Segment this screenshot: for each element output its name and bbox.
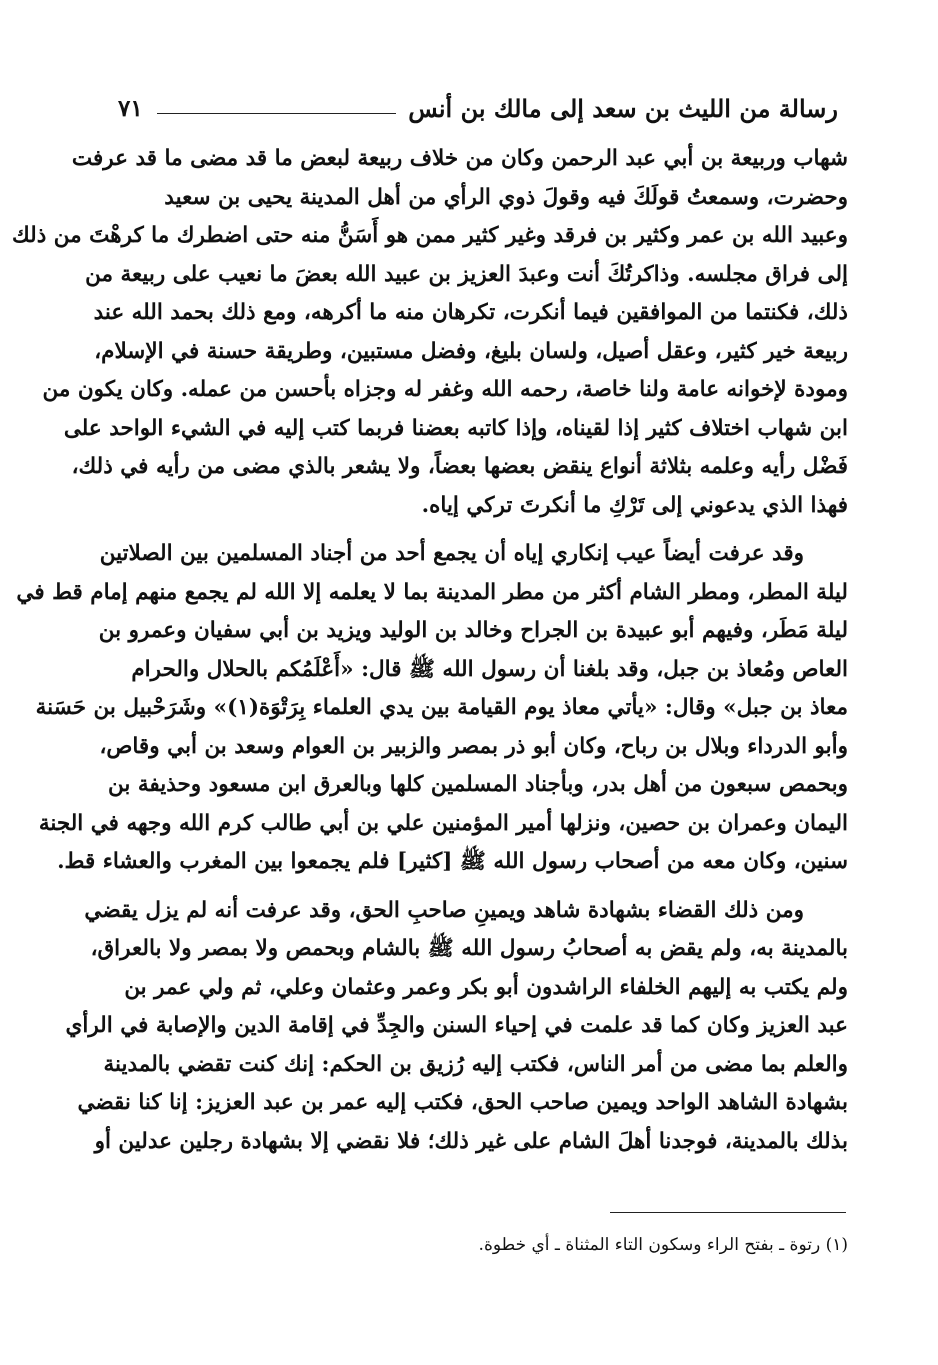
footnote: (١) رتوة ـ بفتح الراء وسكون التاء المثناة ـ أي خطوة.: [478, 1235, 848, 1255]
text-line: ليلة المطر، ومطر الشام أكثر من مطر المدينة بما لا يعلمه إلا الله لم يجمع منهم إمام قط في: [16, 579, 848, 605]
text-line: ابن شهاب اختلاف كثير إذا لقيناه، وإذا كاتبه بعضنا فربما كتب إليه في الشيء الواحد على: [63, 415, 848, 441]
text-line: بشهادة الشاهد الواحد ويمين صاحب الحق، فكتب إليه عمر بن عبد العزيز: إنا كنا نقضي: [77, 1090, 848, 1115]
text-line: ولم يكتب به إليهم الخلفاء الراشدون أبو بكر وعمر وعثمان وعلي، ثم ولي عمر بن: [124, 974, 848, 1000]
text-line: ومن ذلك القضاء بشهادة شاهد ويمينِ صاحبِ الحق، وقد عرفت أنه لم يزل يقضي: [84, 897, 804, 923]
text-line: العاص ومُعاذ بن جبل، وقد بلغنا أن رسول الله ﷺ قال: «أَعْلَمُكم بالحلال والحرام: [131, 656, 848, 682]
header-rule: [157, 113, 397, 114]
text-line: ليلة مَطَر، وفيهم أبو عبيدة بن الجراح وخالد بن الوليد ويزيد بن أبي سفيان وعمرو بن: [98, 618, 848, 643]
paragraph-gap: [128, 882, 848, 892]
text-line: فَضْل رأيه وعلمه بثلاثة أنواع ينقض بعضها بعضاً، ولا يشعر بالذي مضى من رأيه في ذلك،: [71, 454, 848, 479]
body-text: [12, 140, 848, 1161]
text-line: بذلك بالمدينة، فوجدنا أهلَ الشام على غير ذلك؛ فلا نقضي إلا بشهادة رجلين عدلين أو: [94, 1128, 848, 1154]
text-line: بالمدينة به، ولم يقض به أصحابُ رسول الله ﷺ بالشام وبحمص ولا بمصر ولا بالعراق،: [90, 936, 848, 961]
text-line: وقد عرفت أيضاً عيب إنكاري إياه أن يجمع أحد من أجناد المسلمين بين الصلاتين: [99, 541, 804, 566]
text-line: وعبيد الله بن عمر وكثير بن فرقد وغير كثير ممن هو أَسَنُّ منه حتى اضطرك ما كرهْتَ من ذلك: [12, 223, 848, 248]
text-line: ربيعة خير كثير، وعقل أصيل، ولسان بليغ، وفضل مستبين، وطريقة حسنة في الإسلام،: [94, 338, 848, 364]
text-line: ومودة لإخوانه عامة ولنا خاصة، رحمه الله وغفر له وجزاه بأحسن من عمله. وكان يكون من: [42, 377, 848, 402]
text-line: وحضرت، وسمعتُ قولَكَ فيه وقولَ ذوي الرأي من أهل المدينة يحيى بن سعيد: [164, 184, 848, 210]
text-line: اليمان وعمران بن حصين، ونزلها أمير المؤمنين علي بن أبي طالب كرم الله وجهه في الجنة: [38, 810, 848, 836]
text-line: معاذ بن جبل» وقال: «يأتي معاذ يوم القيامة بين يدي العلماء بِرَتْوَة(١)» وشَرَحْبيل بن حَسَنة: [35, 695, 848, 720]
footnote-rule: [610, 1212, 846, 1213]
text-line: ذلك، فكنتما من الموافقين فيما أنكرت، تكرهان منه ما أكرهه، ومع ذلك بحمد الله عند: [93, 300, 848, 325]
text-line: وأبو الدرداء وبلال بن رباح، وكان أبو ذر بمصر والزبير بن العوام وسعد بن أبي وقاص،: [99, 733, 848, 759]
text-line: شهاب وربيعة بن أبي عبد الرحمن وكان من خلاف ربيعة لبعض ما قد مضى ما قد عرفت: [71, 146, 848, 171]
text-line: فهذا الذي يدعوني إلى تَرْكِ ما أنكرتَ تركي إياه.: [421, 492, 848, 518]
text-line: إلى فراق مجلسه. وذاكرتُكَ أنت وعبدَ العزيز بن عبيد الله بعضَ ما نعيب على ربيعة من: [85, 261, 848, 287]
running-header: [118, 88, 838, 128]
page-number: ٧١: [118, 94, 143, 122]
text-line: عبد العزيز وكان كما قد علمت في إحياء السنن والجِدِّ في إقامة الدين والإصابة في الرأي: [65, 1013, 848, 1038]
text-line: وبحمص سبعون من أهل بدر، وبأجناد المسلمين كلها وبالعرق ابن مسعود وحذيفة بن: [108, 772, 848, 797]
header-title: رسالة من الليث بن سعد إلى مالك بن أنس: [408, 93, 838, 123]
paragraph-gap: [128, 525, 848, 535]
text-line: سنين، وكان معه من أصحاب رسول الله ﷺ [كثير] فلم يجمعوا بين المغرب والعشاء قط.: [57, 849, 848, 874]
text-line: والعلم بما مضى من أمر الناس، فكتب إليه رُزيق بن الحكم: إنك كنت تقضي بالمدينة: [103, 1051, 848, 1077]
